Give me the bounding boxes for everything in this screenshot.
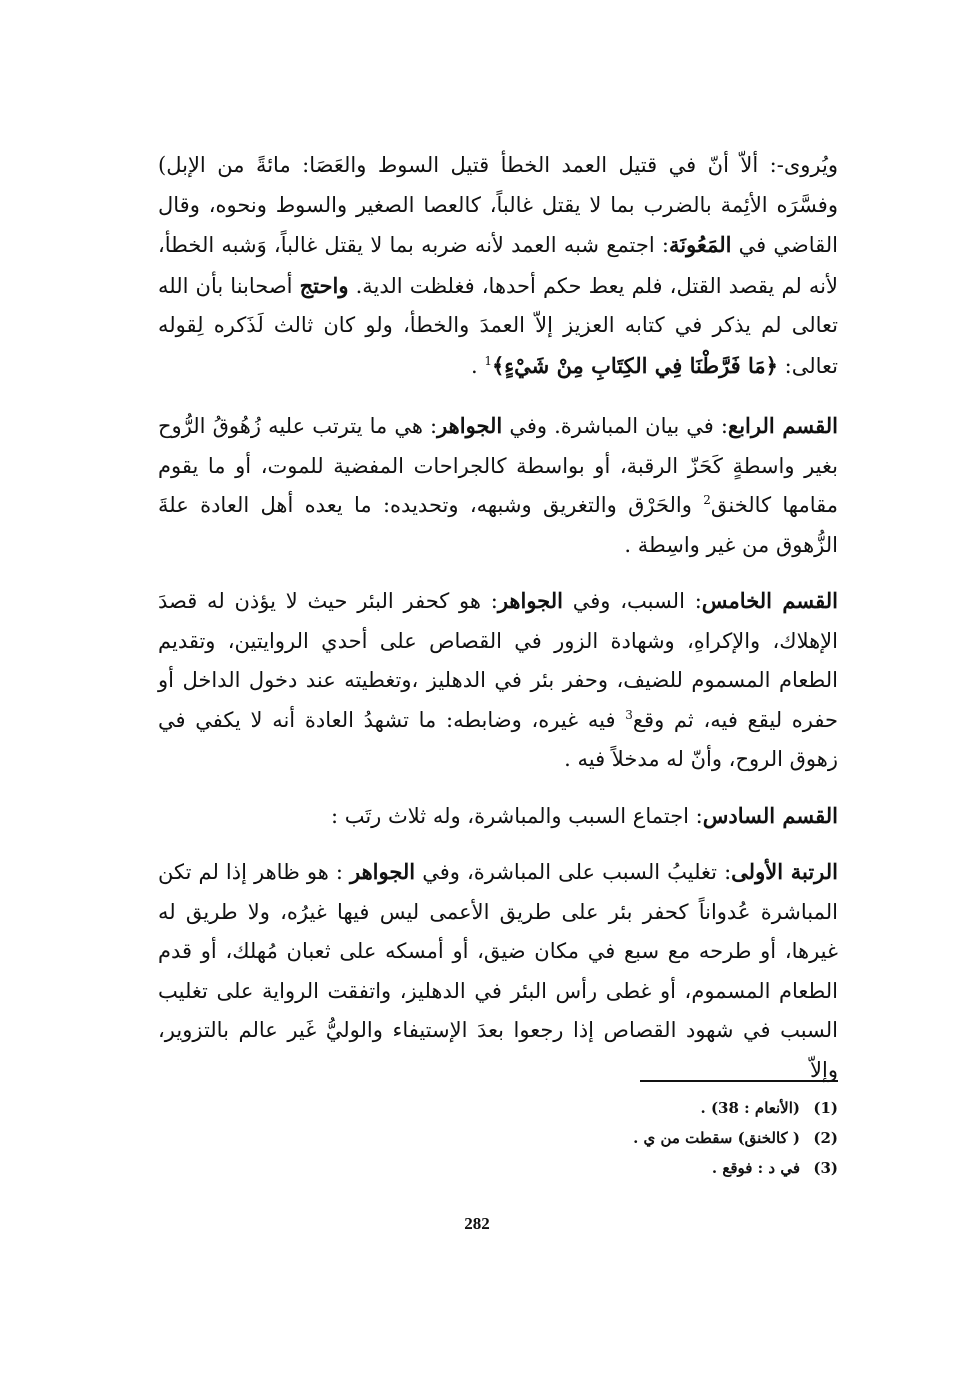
text-run: والحَرْق والتغريق وشبهه، وتحديده: ما يعده أهل العادة علةَ الزُّهوق من غير واسِطة . [158,493,838,557]
footnotes [440,1093,838,1183]
footnote-ref: 2 [703,493,711,507]
body-text [158,146,838,1106]
paragraph [158,796,838,837]
footnote-ref: 1 [484,353,492,368]
quran-quote: ﴿مَا فَرَّطْنَا فِي الكِتَابِ مِنْ شَيْءٍ﴾ [491,352,778,378]
text-run: : في بيان المباشرة. وفي [502,414,729,438]
text-run: : تغليبُ السبب على المباشرة، وفي [415,860,732,884]
footnote-separator [640,1080,838,1082]
footnote-text: ( كالخنق) سقطت من ي . [633,1129,800,1147]
text-run: : هو ظاهر إذا لم تكن المباشرة عُدواناً كحفر بئر على طريق الأعمى ليس فيها غيرُه، ولا طريق له غيرها، أو طرحه مع سبع في مكان ضيق، أو أمسكه على ثعبان مُهلك، أو قدم الطعام المسموم، أو غطى رأس البئر في الدهليز، واتفقت الرواية على تغليب السبب في شهود القصاص إذا رجعوا بعدَ الإستيفاء والوليُّ غَير عالم بالتزوير، وإلاّ [158,860,838,1082]
paragraph [158,146,838,386]
text-run: أصحابنا بأن الله تعالى لم يذكر في كتابه العزيز إلاّ العمدَ والخطأ، ولو كان ثالث لَذَكره لِقوله تعالى: [158,273,838,378]
paragraph [158,406,838,565]
page-number: 282 [464,1214,490,1233]
bold-term: القسم الرابع [728,413,838,438]
footnote [440,1093,838,1123]
footnote-ref: 3 [625,707,633,722]
text-run: : هي ما يترتب عليه زُهُوقُ الرُّوح بغير واسطةٍ كَحَزّ الرقبة، أو بواسطة كالجراحات المفضية للموت، أو ما يقوم مقامها كالخنق [158,414,838,517]
paragraph [158,581,838,780]
bold-term: القسم السادس [702,802,838,828]
text-run: : السبب، وفي [562,589,702,613]
bold-term: الجواهر [497,588,563,613]
footnote [440,1123,838,1153]
bold-term: القسم الخامس [701,588,838,613]
text-run: ويُروى-: ألاّ أنّ في قتيل العمد الخطأ قتيل السوط والعَصَا: مائةً من الإبل) وفسَّرَه الأئِمة بالضرب بما لا يقتل غالباً، كالعصا الصغير والسوط ونحوه، وقال القاضي في [158,153,838,257]
bold-term: الرتبة الأولى [731,859,838,884]
footnote-number: (1) [813,1099,838,1117]
text-run: : اجتمع شبه العمد لأنه ضربه بما لا يقتل غالباً، وَشبه الخطأ، لأنه لم يقصد القتل، فلم يعط حكم أحدها، فغلظت الدية. [158,233,838,298]
footnote-text: (الأنعام : 38) . [700,1099,800,1117]
bold-term: المَعُونَة [668,232,732,257]
paragraph [158,852,838,1090]
text-run: فيه غيره، وضابطه: ما تشهدُ العادة أنه لا يكفي في زهوق الروح، وأنّ له مدخلاً فيه . [158,707,838,771]
bold-term: واحتج [299,272,349,298]
text-run: . [470,353,485,378]
footnote-number: (3) [813,1159,838,1177]
bold-term: الجواهر [350,859,416,884]
footnote [440,1153,838,1183]
text-run: : اجتماع السبب والمباشرة، وله ثلاث رتَب : [330,803,703,828]
footnote-text: في د : فوقع . [711,1159,800,1177]
text-run: : هو كحفر البئر حيث لا يؤذن له قصدَ الإهلاك، والإكراهِ، وشهادة الزور في القصاص على أحدي الروايتين، وتقديم الطعام المسموم للضيف، وحفر بئر في الدهليز ،وتغطيته عند دخول الداخل أو حفره ليقع فيه، ثم وقع [158,589,838,732]
bold-term: الجواهر [437,413,503,438]
footnote-number: (2) [813,1129,838,1147]
